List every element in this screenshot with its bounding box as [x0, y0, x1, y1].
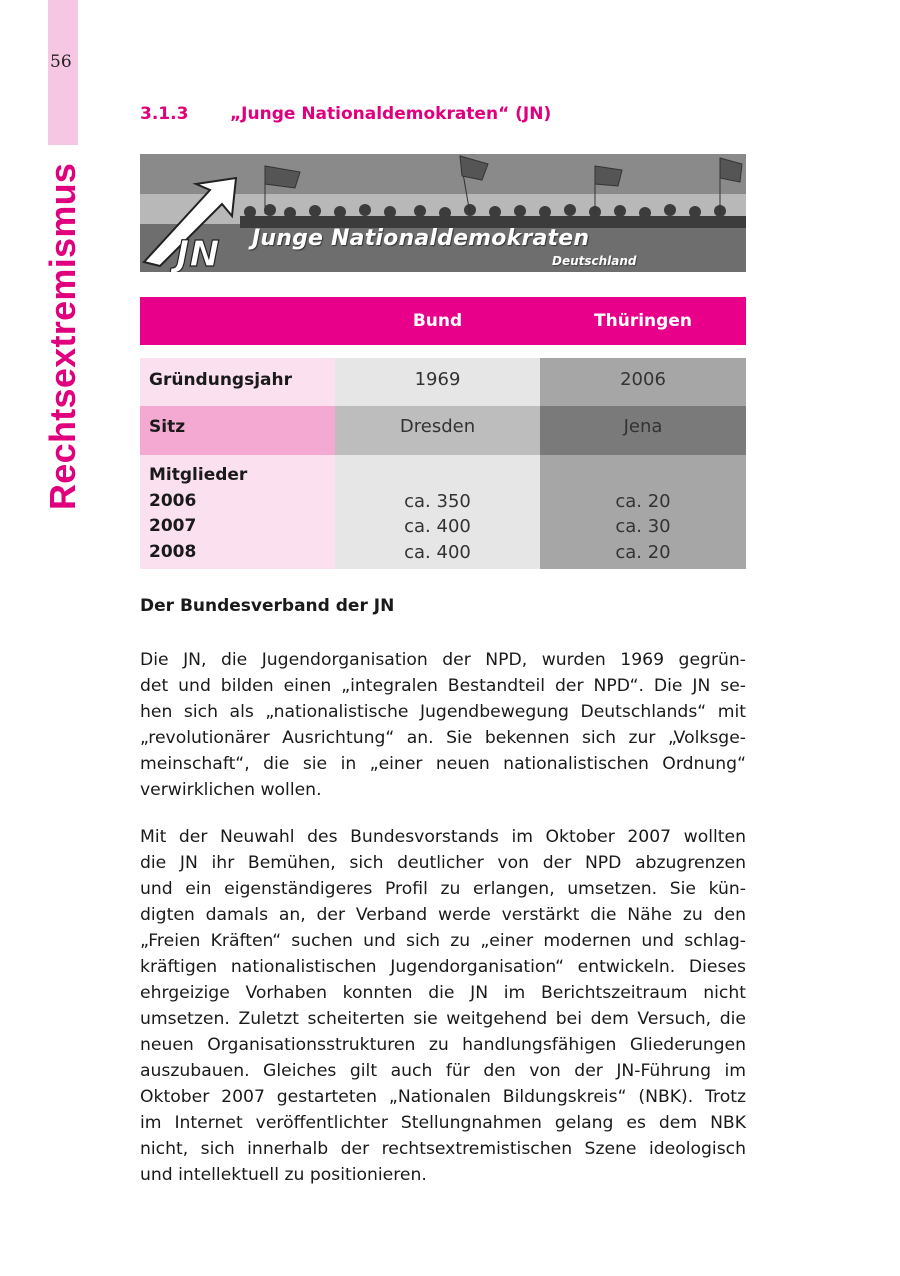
members-bund-value: ca. 350 [404, 490, 471, 512]
paragraph-line: verwirklichen wollen. [140, 780, 322, 800]
paragraph-line: und ein eigenständigeres Profil zu erlangen, umsetzen. Sie kün- [140, 879, 746, 899]
paragraph-line: meinschaft“, die sie in „einer neuen nationalistischen Ordnung“ [140, 754, 746, 774]
members-bund [335, 455, 540, 569]
paragraph-line: und intellektuell zu positionieren. [140, 1165, 427, 1185]
paragraph-line: auszubauen. Gleiches gilt auch für den von der JN-Führung im [140, 1061, 746, 1081]
paragraph-line: Oktober 2007 gestarteten „Nationalen Bildungskreis“ (NBK). Trotz [140, 1087, 746, 1107]
paragraph-line: Die JN, die Jugendorganisation der NPD, wurden 1969 gegrün- [140, 650, 746, 670]
jn-banner-image [140, 154, 746, 272]
members-year: 2007 [149, 516, 197, 536]
row-label-members [140, 455, 335, 569]
banner-subtitle: Deutschland [552, 254, 637, 268]
members-bund-value: ca. 400 [404, 516, 471, 537]
paragraph-1 [140, 647, 746, 803]
paragraph-line: ehrgeizige Vorhaben konnten die JN im Berichtszeitraum nicht [140, 983, 746, 1003]
row-label-founded: Gründungsjahr [140, 358, 335, 406]
members-thueringen-value: ca. 30 [615, 516, 671, 537]
paragraph-line: die JN ihr Bemühen, sich deutlicher von der NPD abzugrenzen [140, 853, 746, 873]
page-number: 56 [50, 52, 72, 72]
members-year: 2008 [149, 541, 197, 562]
seat-thueringen: Jena [540, 406, 746, 455]
section-number: 3.1.3 [140, 104, 189, 124]
paragraph-line: im Internet veröffentlichter Stellungnahmen gelang es dem NBK [140, 1113, 746, 1133]
founded-bund: 1969 [335, 358, 540, 406]
paragraph-line: neuen Organisationsstrukturen zu handlungsfähigen Gliederungen [140, 1035, 746, 1055]
founded-thueringen: 2006 [540, 358, 746, 406]
paragraph-2 [140, 824, 746, 1188]
section-title: „Junge Nationaldemokraten“ (JN) [230, 104, 552, 124]
section-heading [140, 104, 551, 124]
paragraph-line: kräftigen nationalistischen Jugendorganisation“ entwickeln. Dieses [140, 957, 746, 977]
table-header [140, 297, 746, 345]
paragraph-line: „revolutionärer Ausrichtung“ an. Sie bekennen sich zur „Volksge- [140, 728, 746, 748]
banner-title: Junge Nationaldemokraten [252, 226, 590, 251]
paragraph-line: nicht, sich innerhalb der rechtsextremistischen Szene ideologisch [140, 1139, 746, 1159]
paragraph-line: Mit der Neuwahl des Bundesvorstands im Oktober 2007 wollten [140, 827, 746, 847]
subheading: Der Bundesverband der JN [140, 596, 395, 616]
members-year: 2006 [149, 490, 197, 511]
members-label: Mitglieder [149, 465, 248, 485]
jn-logo-text: JN [176, 234, 220, 272]
paragraph-line: umsetzen. Zuletzt scheiterten sie weitgehend bei dem Versuch, die [140, 1009, 746, 1029]
side-tab [48, 0, 78, 145]
header-thueringen: Thüringen [594, 311, 692, 331]
row-label-seat: Sitz [140, 406, 335, 455]
paragraph-line: „Freien Kräften“ suchen und sich zu „einer modernen und schlag- [140, 931, 746, 951]
members-thueringen [540, 455, 746, 569]
header-bund: Bund [412, 311, 463, 331]
paragraph-line: det und bilden einen „integralen Bestandteil der NPD“. Die JN se- [140, 676, 746, 696]
members-thueringen-value: ca. 20 [615, 541, 671, 563]
seat-bund: Dresden [335, 406, 540, 455]
paragraph-line: digten damals an, der Verband werde verstärkt die Nähe zu den [140, 905, 746, 925]
paragraph-line: hen sich als „nationalistische Jugendbewegung Deutschlands“ mit [140, 702, 746, 722]
banner-photo [140, 154, 746, 272]
members-thueringen-value: ca. 20 [615, 490, 671, 512]
members-bund-value: ca. 400 [404, 541, 471, 563]
side-title: Rechtsextremismus [42, 162, 83, 510]
